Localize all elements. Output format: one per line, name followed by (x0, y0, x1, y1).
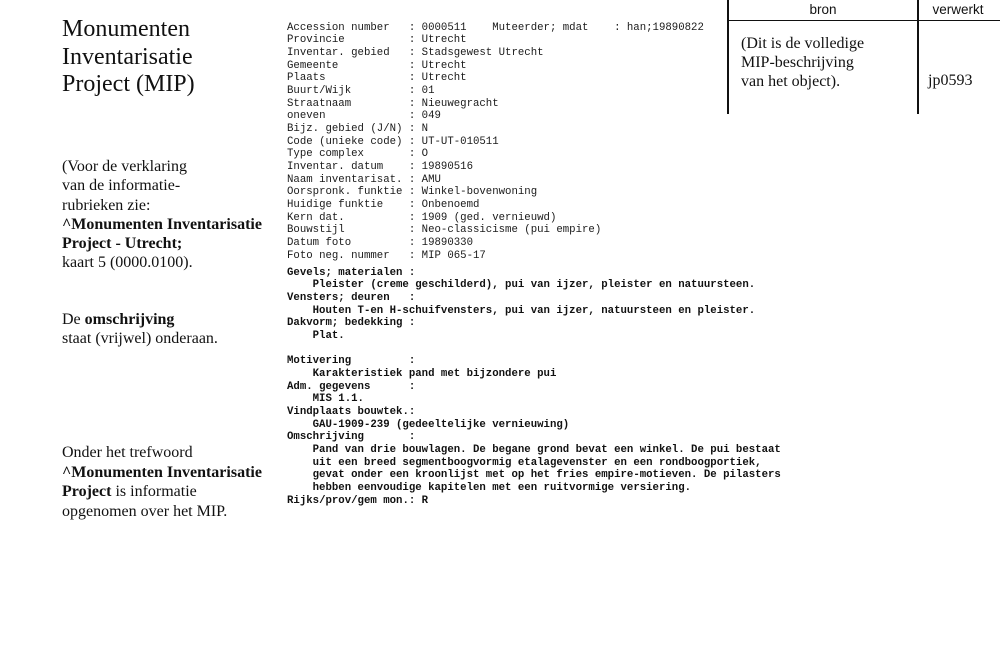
bron-header: bron (809, 2, 837, 17)
field-separator: : (408, 494, 416, 507)
field-separator: : (408, 21, 416, 34)
field-row (287, 123, 704, 136)
field-row (287, 85, 704, 98)
section-label: Dakvorm; bedekking (287, 317, 403, 330)
field-value: 0000511 (421, 21, 467, 34)
field-label: Inventar. gebied (287, 47, 390, 59)
field-separator: : (408, 84, 416, 97)
field-label: Gemeente (287, 59, 339, 72)
section-label: Vensters; deuren (287, 292, 390, 304)
field-row (287, 148, 704, 161)
field-row (287, 136, 704, 149)
section-label: Adm. gegevens (287, 380, 371, 393)
field-label: Oorspronk. funktie (287, 186, 403, 199)
field-row (287, 161, 704, 174)
table-rule-horizontal (727, 20, 1000, 21)
field-separator: : (408, 224, 416, 237)
section-label: Gevels; materialen (287, 266, 403, 279)
field-value: R (421, 494, 429, 507)
field-separator: : (408, 110, 416, 123)
field-label: Buurt/Wijk (287, 84, 352, 97)
field-row (287, 237, 704, 250)
field-separator: : (408, 47, 416, 59)
field-separator: : (408, 148, 416, 161)
field-value: Onbenoemd (421, 198, 480, 211)
note-line: opgenomen over het MIP. (62, 502, 228, 520)
verwerkt-cell: jp0593 (928, 71, 973, 89)
field-label: Foto neg. nummer (287, 249, 390, 262)
field-label: Type complex (287, 148, 364, 161)
bron-cell (741, 34, 864, 91)
field-row (287, 186, 704, 199)
note-line: staat (vrijwel) onderaan. (62, 330, 218, 348)
field-row (287, 212, 704, 225)
field-label: Kern dat. (287, 211, 345, 224)
field-row (287, 110, 704, 123)
field-row-accession (287, 22, 704, 35)
note-line: van de informatie- (62, 177, 181, 195)
field-value: 1909 (ged. vernieuwd) (421, 211, 557, 224)
field-separator: : (408, 317, 416, 330)
field-label: Straatnaam (287, 97, 352, 110)
field-separator: : (408, 34, 416, 47)
field-separator: : (408, 59, 416, 72)
section-label-row (287, 406, 781, 419)
field-separator: : (408, 97, 416, 110)
field-label: Muteerder; mdat (492, 21, 589, 34)
section-text-line: uit een breed segmentboogvormig etalagevenster en een rondboogportiek, (312, 456, 762, 469)
section-text-line: gevat onder een kroonlijst met op het fries empire-motieven. De pilasters (312, 469, 781, 482)
field-value: 01 (421, 84, 435, 97)
section-label-row (287, 381, 781, 394)
field-label: Huidige funktie (287, 198, 384, 211)
note-bold-word: omschrijving (84, 311, 175, 328)
note-bold-word: Project (62, 483, 112, 501)
note-bold-line: ^Monumenten Inventarisatie (62, 215, 262, 233)
section-text-line: Pand van drie bouwlagen. De begane grond bevat een winkel. De pui bestaat (312, 443, 781, 456)
field-separator: : (408, 211, 416, 224)
field-value: MIP 065-17 (421, 249, 486, 262)
title-line: Project (MIP) (62, 71, 195, 97)
field-separator: : (614, 21, 621, 34)
field-label: Bouwstijl (287, 224, 345, 237)
field-label: Provincie (287, 34, 345, 47)
section-text-line: Plat. (312, 329, 345, 342)
section-text-line: Karakteristiek pand met bijzondere pui (312, 367, 557, 380)
field-label: oneven (287, 110, 326, 123)
field-label: Bijz. gebied (J/N) (287, 122, 403, 135)
field-value: han;19890822 (626, 21, 704, 34)
section-text-line: MIS 1.1. (312, 393, 364, 406)
field-label: Datum foto (287, 236, 352, 249)
note-line (62, 482, 262, 502)
field-separator: : (408, 405, 416, 418)
field-separator: : (408, 431, 416, 444)
field-row (287, 98, 704, 111)
page-title (62, 16, 195, 99)
bron-line: (Dit is de volledige (741, 34, 865, 52)
field-label: Rijks/prov/gem mon. (287, 494, 409, 507)
field-value: O (421, 148, 429, 161)
note-line: Onder het trefwoord (62, 444, 193, 461)
field-separator: : (408, 380, 416, 393)
field-separator: : (408, 355, 416, 368)
field-row (287, 47, 704, 60)
field-separator: : (408, 186, 416, 199)
section-label: Vindplaats bouwtek. (287, 405, 409, 418)
note-line: kaart 5 (0000.0100). (62, 254, 193, 272)
note-text: is informatie (115, 483, 197, 501)
field-value: Utrecht (421, 72, 467, 85)
field-row (287, 250, 704, 263)
title-line: Monumenten (62, 16, 190, 42)
field-separator: : (408, 236, 416, 249)
field-separator: : (408, 135, 416, 148)
section-text-line: hebben eenvoudige kapitelen met een ruitvormige versiering. (312, 481, 692, 494)
section-label: Motivering (287, 355, 352, 368)
note-word: De (62, 311, 81, 328)
bron-line: van het object). (741, 72, 841, 90)
keyword-note (62, 443, 262, 521)
blank-line (287, 343, 781, 356)
field-value: 19890330 (421, 236, 473, 249)
field-row (287, 199, 704, 212)
field-row (287, 72, 704, 85)
field-row (287, 224, 704, 237)
field-separator: : (408, 198, 416, 211)
section-label-row (287, 317, 781, 330)
note-line (62, 310, 218, 329)
note-line: (Voor de verklaring (62, 158, 187, 175)
section-text-line: Pleister (creme geschilderd), pui van ijzer, pleister en natuursteen. (312, 279, 756, 292)
bron-line: MIP-beschrijving (741, 53, 854, 71)
field-separator: : (408, 266, 416, 279)
field-row-monument-status (287, 495, 781, 508)
field-separator: : (408, 122, 416, 135)
field-value: Nieuwegracht (421, 97, 499, 110)
section-label-row (287, 292, 781, 305)
note-bold-line: ^Monumenten Inventarisatie (62, 463, 262, 481)
field-value: AMU (421, 173, 441, 186)
note-bold-line: Project - Utrecht; (62, 235, 183, 253)
field-value: Winkel-bovenwoning (421, 186, 538, 199)
field-separator: : (408, 72, 416, 85)
field-row (287, 34, 704, 47)
section-text-line: Houten T-en H-schuifvensters, pui van ijzer, natuursteen en pleister. (312, 304, 756, 317)
field-separator: : (408, 160, 416, 173)
section-label-row (287, 431, 781, 444)
field-row (287, 174, 704, 187)
title-line: Inventarisatie (62, 43, 193, 70)
record-description-sections (287, 267, 781, 507)
field-value: N (421, 122, 429, 135)
field-value: 049 (421, 110, 441, 123)
field-value: Utrecht (421, 34, 467, 47)
field-value: Stadsgewest Utrecht (421, 47, 544, 59)
verwerkt-header: verwerkt (932, 2, 984, 17)
field-label: Accession number (287, 21, 390, 34)
field-value: Utrecht (421, 59, 467, 72)
description-note (62, 310, 218, 349)
section-label-row (287, 355, 781, 368)
field-value: 19890516 (421, 160, 473, 173)
field-label: Inventar. datum (287, 160, 384, 173)
reference-note (62, 157, 262, 273)
section-label: Omschrijving (287, 431, 364, 444)
field-label: Naam inventarisat. (287, 173, 403, 186)
field-value: Neo-classicisme (pui empire) (421, 224, 602, 237)
note-line: rubrieken zie: (62, 196, 151, 214)
field-separator: : (408, 173, 416, 186)
record-header-fields (287, 22, 704, 262)
field-row (287, 60, 704, 73)
field-value: UT-UT-010511 (421, 135, 499, 148)
field-label: Code (unieke code) (287, 135, 403, 148)
section-label-row (287, 267, 781, 280)
field-separator: : (408, 292, 416, 304)
field-label: Plaats (287, 72, 326, 85)
section-text-line: GAU-1909-239 (gedeeltelijke vernieuwing) (312, 418, 570, 431)
field-separator: : (408, 249, 416, 262)
